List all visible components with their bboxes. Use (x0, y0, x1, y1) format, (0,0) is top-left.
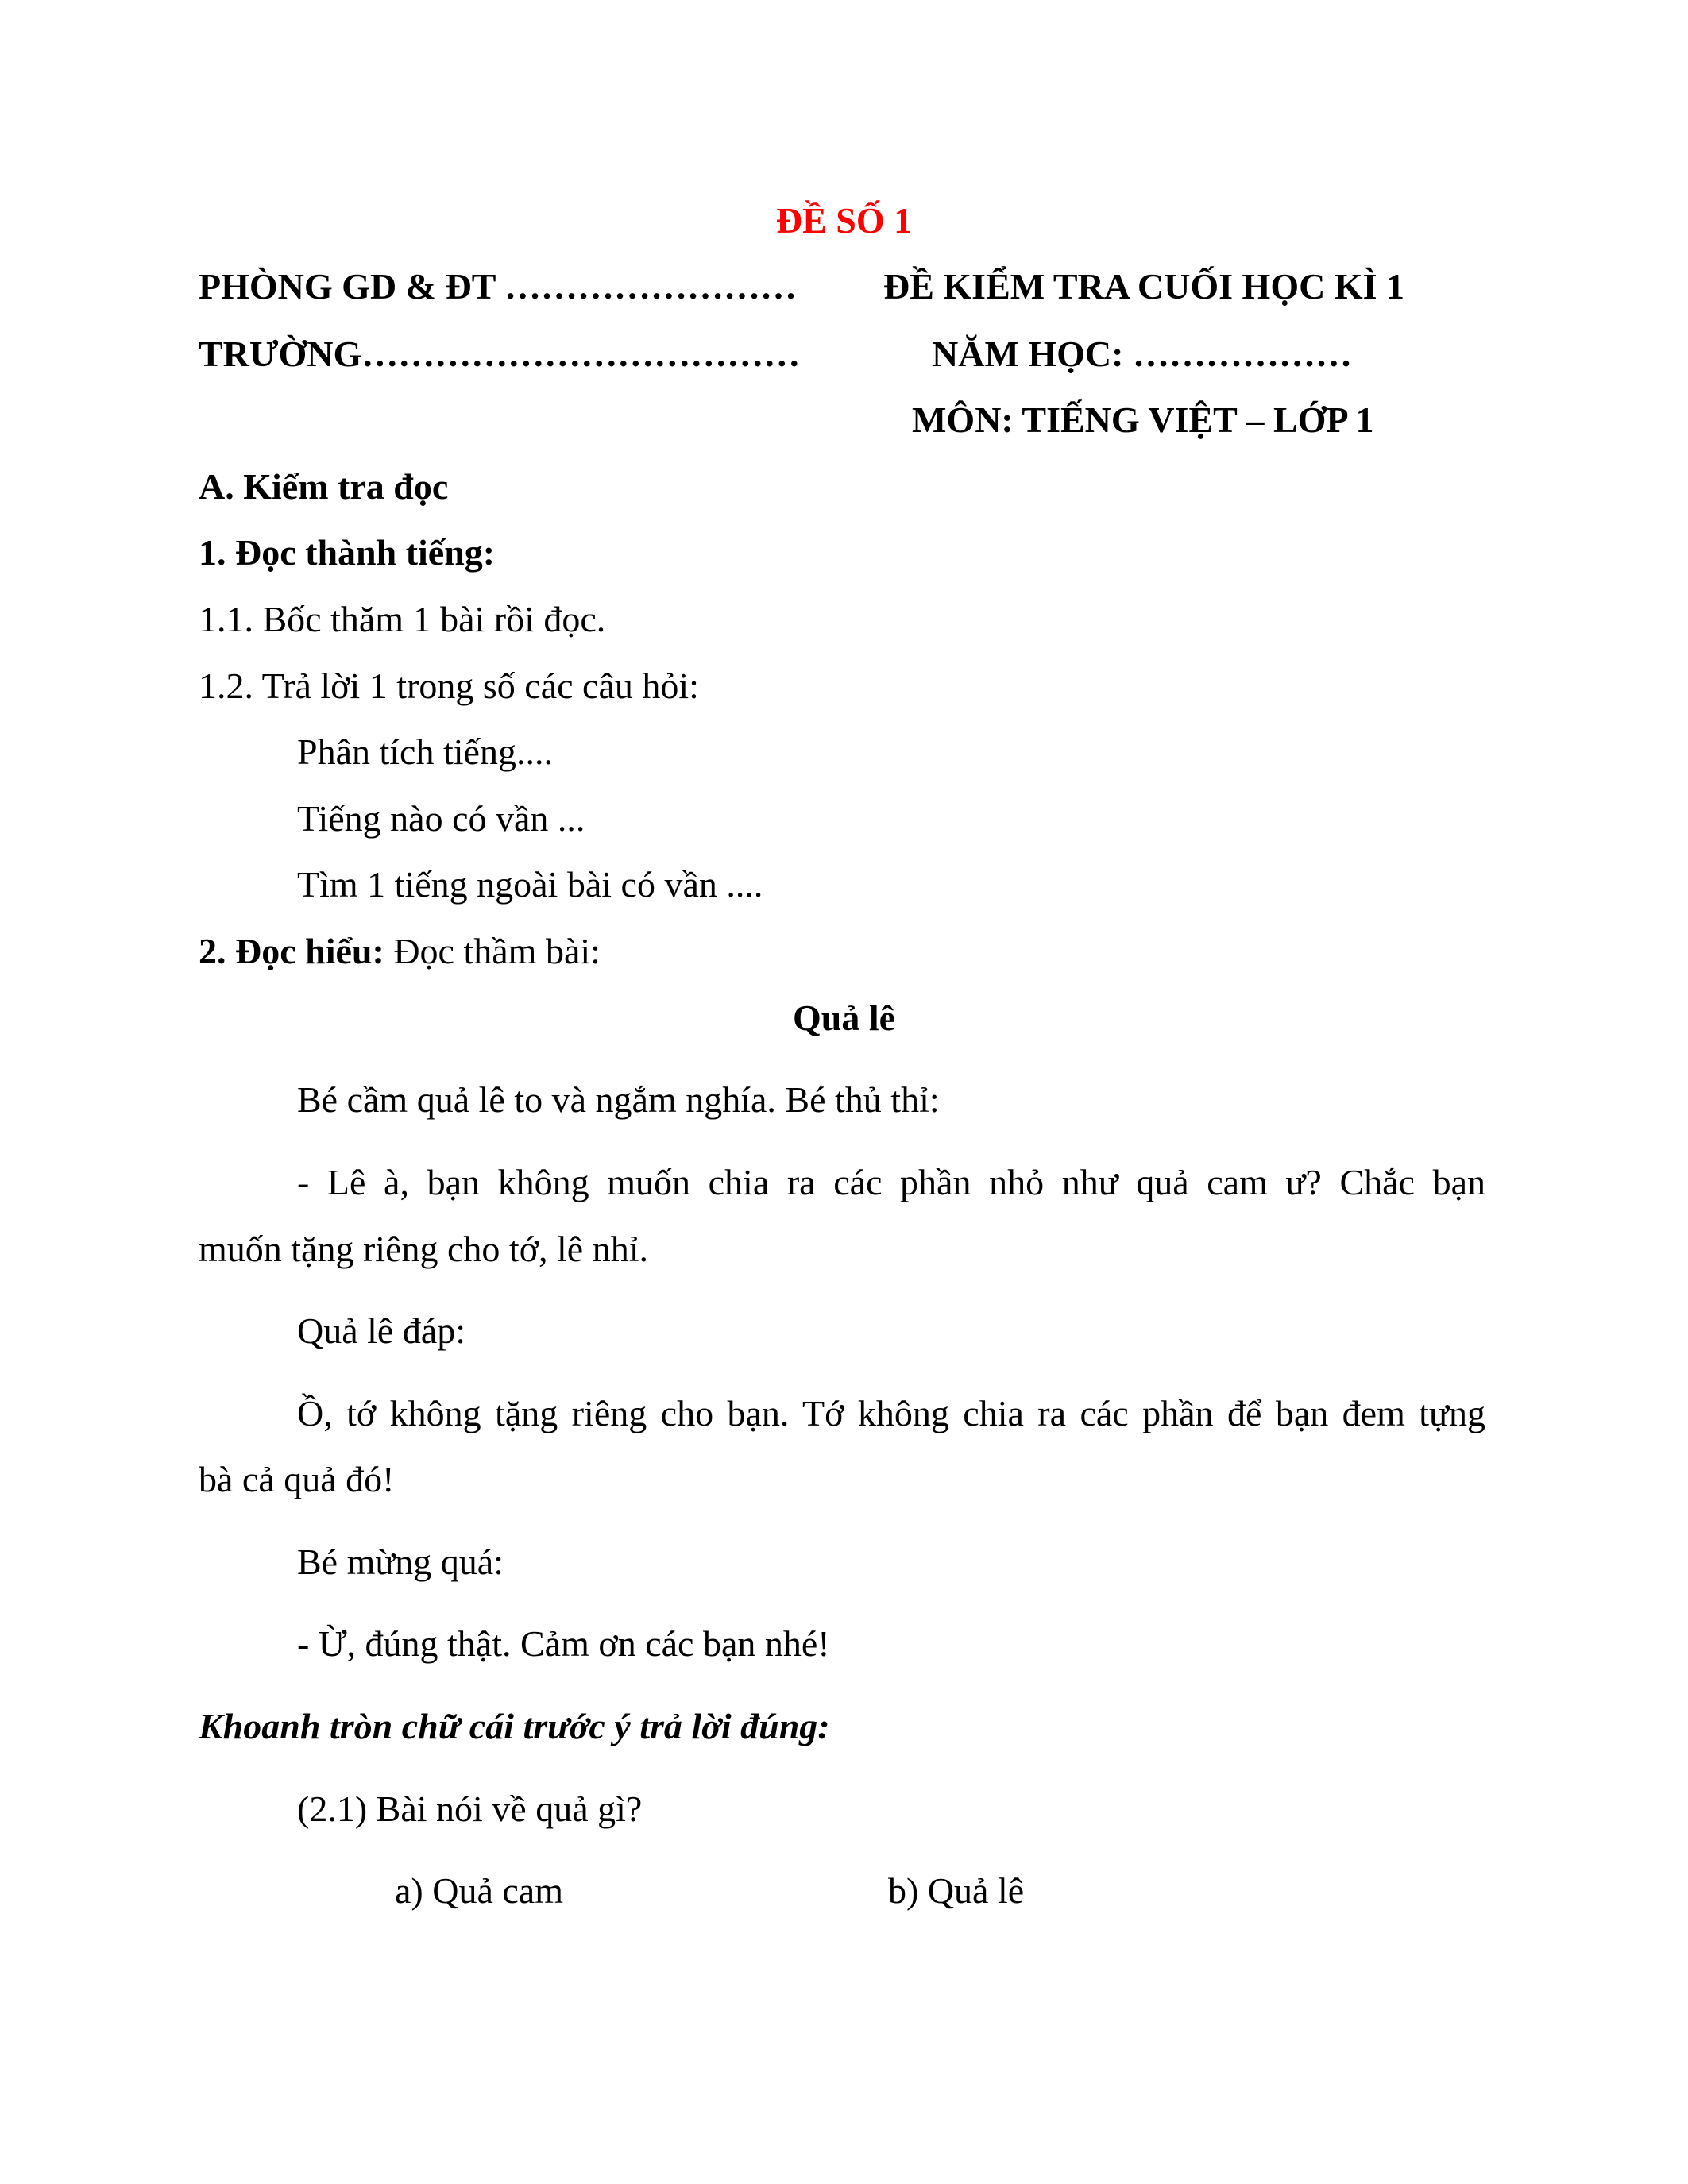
subject-line: MÔN: TIẾNG VIỆT – LỚP 1 (912, 399, 1374, 440)
story-paragraph-6: - Ừ, đúng thật. Cảm ơn các bạn nhé! (297, 1623, 830, 1664)
question-2-1: (2.1) Bài nói về quả gì? (297, 1788, 643, 1829)
sub-question-2: Tiếng nào có vần ... (297, 798, 585, 839)
part-1-item-1: 1.1. Bốc thăm 1 bài rồi đọc. (199, 599, 606, 639)
option-b: b) Quả lê (888, 1870, 1025, 1911)
school-year-line: NĂM HỌC: ……………… (932, 334, 1352, 374)
part-2-instruction: Đọc thầm bài: (393, 931, 601, 971)
part-1-item-2: 1.2. Trả lời 1 trong số các câu hỏi: (199, 666, 699, 706)
exam-number-title: ĐỀ SỐ 1 (775, 200, 913, 241)
exam-title: ĐỀ KIỂM TRA CUỐI HỌC KÌ 1 (883, 266, 1405, 307)
story-title: Quả lê (792, 997, 896, 1038)
department-line: PHÒNG GD & ĐT …………………… (199, 266, 798, 307)
story-paragraph-3: Quả lê đáp: (297, 1310, 466, 1351)
story-paragraph-1: Bé cầm quả lê to và ngắm nghía. Bé thủ thỉ: (297, 1079, 940, 1120)
story-paragraph-2-line-1: - Lê à, bạn không muốn chia ra các phần nhỏ như quả cam ư? Chắc bạn (297, 1162, 1485, 1202)
section-a-heading: A. Kiểm tra đọc (199, 466, 449, 507)
part-2-heading: 2. Đọc hiểu: (199, 931, 384, 971)
story-paragraph-4-line-1: Ồ, tớ không tặng riêng cho bạn. Tớ không chia ra các phần để bạn đem tựng (297, 1393, 1485, 1433)
story-paragraph-4-line-2: bà cả quả đó! (199, 1459, 395, 1499)
question-instruction: Khoanh tròn chữ cái trước ý trả lời đúng: (199, 1706, 830, 1746)
part-2-line (199, 933, 601, 970)
sub-question-1: Phân tích tiếng.... (297, 731, 553, 772)
sub-question-3: Tìm 1 tiếng ngoài bài có vần .... (297, 864, 763, 905)
story-paragraph-5: Bé mừng quá: (297, 1542, 504, 1582)
part-1-heading: 1. Đọc thành tiếng: (199, 532, 496, 573)
option-a: a) Quả cam (395, 1870, 563, 1911)
story-paragraph-2-line-2: muốn tặng riêng cho tớ, lê nhỉ. (199, 1229, 648, 1269)
school-line: TRƯỜNG……………………………… (199, 334, 801, 374)
